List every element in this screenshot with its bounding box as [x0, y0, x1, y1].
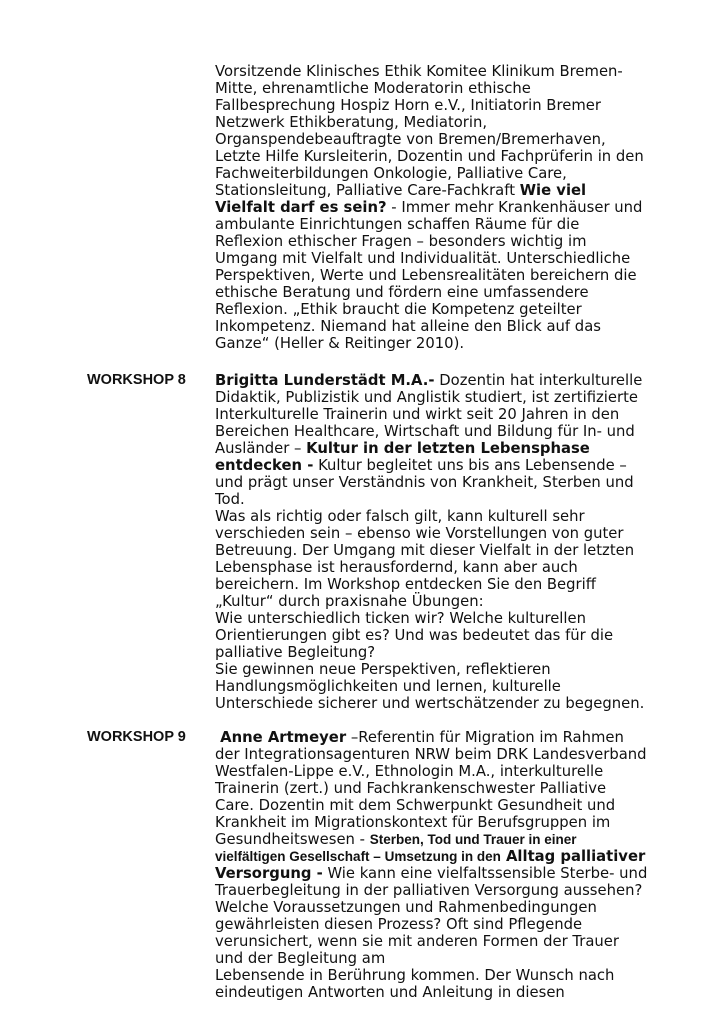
- text-line: und prägt unser Verständnis von Krankheit, Sterben und: [215, 474, 634, 491]
- text-line: Umgang mit Vielfalt und Individualität. Unterschiedliche: [215, 250, 631, 267]
- text-line: Interkulturelle Trainerin und wirkt seit 20 Jahren in den: [215, 406, 620, 423]
- text-line: Lebensphase ist herausfordernd, kann aber auch: [215, 559, 578, 576]
- text-line: „Kultur“ durch praxisnahe Übungen:: [215, 593, 484, 610]
- text-line: verschieden sein – ebenso wie Vorstellungen von guter: [215, 525, 624, 542]
- speaker-bio-continued: [215, 63, 655, 352]
- workshop-title: Vielfalt darf es sein?: [215, 199, 387, 216]
- speaker-name: Anne Artmeyer: [215, 729, 347, 746]
- text-line: Handlungsmöglichkeiten und lernen, kulturelle: [215, 678, 561, 695]
- text-line: Orientierungen gibt es? Und was bedeutet das für die: [215, 627, 614, 644]
- text-line: eindeutigen Antworten und Anleitung in diesen: [215, 984, 565, 1001]
- text-line: Inkompetenz. Niemand hat alleine den Blick auf das: [215, 318, 601, 335]
- text-line: Betreuung. Der Umgang mit dieser Vielfalt in der letzten: [215, 542, 635, 559]
- text-line: Mitte, ehrenamtliche Moderatorin ethische: [215, 80, 531, 97]
- text-line: verunsichert, wenn sie mit anderen Formen der Trauer: [215, 933, 619, 950]
- text-line: palliative Begleitung?: [215, 644, 376, 661]
- workshop-title: Versorgung -: [215, 865, 323, 882]
- workshop-title: Wie viel: [519, 182, 587, 199]
- text-line: der Integrationsagenturen NRW beim DRK Landesverband: [215, 746, 647, 763]
- text-line: Was als richtig oder falsch gilt, kann kulturell sehr: [215, 508, 585, 525]
- text-line: [215, 440, 655, 457]
- text-line: Sie gewinnen neue Perspektiven, reflektieren: [215, 661, 551, 678]
- text-line: [215, 199, 655, 216]
- text-line: Westfalen-Lippe e.V., Ethnologin M.A., interkulturelle: [215, 763, 604, 780]
- text-run: Stationsleitung, Palliative Care-Fachkraft: [215, 182, 520, 199]
- text-run: Gesundheitswesen -: [215, 831, 370, 848]
- text-line: [215, 865, 655, 882]
- text-line: [215, 372, 655, 389]
- text-line: [215, 831, 655, 848]
- speaker-name: Brigitta Lunderstädt M.A.-: [215, 372, 435, 389]
- workshop-9-description: [215, 729, 655, 1001]
- text-line: Fachweiterbildungen Onkologie, Palliative Care,: [215, 165, 567, 182]
- text-line: Fallbesprechung Hospiz Horn e.V., Initiatorin Bremer: [215, 97, 601, 114]
- workshop-title: Alltag palliativer: [500, 848, 646, 865]
- text-run: Wie kann eine vielfaltssensible Sterbe- und: [322, 865, 648, 882]
- text-line: Krankheit im Migrationskontext für Berufsgruppen im: [215, 814, 611, 831]
- text-line: Organspendebeauftragte von Bremen/Bremerhaven,: [215, 131, 606, 148]
- text-line: Perspektiven, Werte und Lebensrealitäten bereichern die: [215, 267, 637, 284]
- text-line: Lebensende in Berührung kommen. Der Wunsch nach: [215, 967, 615, 984]
- text-line: Vorsitzende Klinisches Ethik Komitee Klinikum Bremen-: [215, 63, 623, 80]
- workshop-8-description: [215, 372, 655, 712]
- text-line: Didaktik, Publizistik und Anglistik studiert, ist zertifizierte: [215, 389, 638, 406]
- text-line: [215, 182, 655, 199]
- text-line: Bereichen Healthcare, Wirtschaft und Bildung für In- und: [215, 423, 635, 440]
- text-line: ambulante Einrichtungen schaffen Räume für die: [215, 216, 580, 233]
- text-line: Trauerbegleitung in der palliativen Versorgung aussehen?: [215, 882, 643, 899]
- workshop-8-label: WORKSHOP 8: [87, 372, 186, 388]
- workshop-title: Sterben, Tod und Trauer in einer: [369, 832, 577, 847]
- text-run: –Referentin für Migration im Rahmen: [346, 729, 624, 746]
- text-run: Ausländer –: [215, 440, 307, 457]
- text-line: [215, 457, 655, 474]
- text-line: Trainerin (zert.) und Fachkrankenschwester Palliative: [215, 780, 607, 797]
- text-line: Ganze“ (Heller & Reitinger 2010).: [215, 335, 465, 352]
- text-run: Dozentin hat interkulturelle: [434, 372, 643, 389]
- workshop-title: entdecken -: [215, 457, 314, 474]
- text-line: Tod.: [215, 491, 245, 508]
- text-line: Netzwerk Ethikberatung, Mediatorin,: [215, 114, 488, 131]
- text-line: ethische Beratung und fördern eine umfassendere: [215, 284, 589, 301]
- text-line: und der Begleitung am: [215, 950, 386, 967]
- workshop-title: vielfältigen Gesellschaft – Umsetzung in den: [215, 849, 501, 864]
- text-run: Kultur begleitet uns bis ans Lebensende –: [313, 457, 627, 474]
- text-line: Letzte Hilfe Kursleiterin, Dozentin und Fachprüferin in den: [215, 148, 644, 165]
- text-line: Reflexion ethischer Fragen – besonders wichtig im: [215, 233, 587, 250]
- text-line: gewährleisten diesen Prozess? Oft sind Pflegende: [215, 916, 583, 933]
- text-line: Welche Voraussetzungen und Rahmenbedingungen: [215, 899, 597, 916]
- text-line: Unterschiede sicherer und wertschätzender zu begegnen.: [215, 695, 645, 712]
- text-line: Reflexion. „Ethik braucht die Kompetenz geteilter: [215, 301, 582, 318]
- text-line: [215, 848, 655, 865]
- text-line: [215, 729, 655, 746]
- text-line: Wie unterschiedlich ticken wir? Welche kulturellen: [215, 610, 587, 627]
- text-line: Care. Dozentin mit dem Schwerpunkt Gesundheit und: [215, 797, 616, 814]
- text-run: - Immer mehr Krankenhäuser und: [386, 199, 643, 216]
- workshop-title: Kultur in der letzten Lebensphase: [306, 440, 590, 457]
- workshop-9-label: WORKSHOP 9: [87, 729, 186, 745]
- text-line: bereichern. Im Workshop entdecken Sie den Begriff: [215, 576, 596, 593]
